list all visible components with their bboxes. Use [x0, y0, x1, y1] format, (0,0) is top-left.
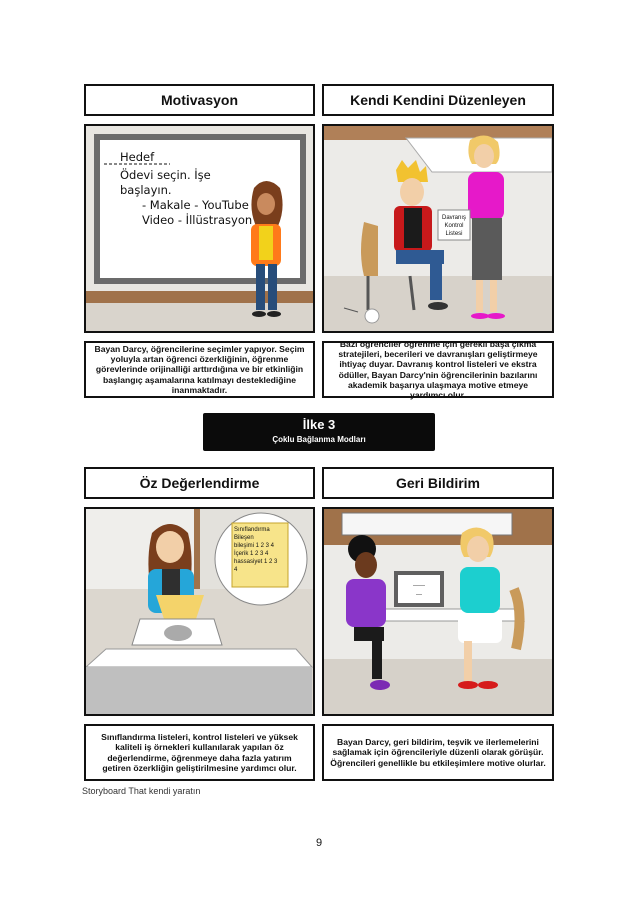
checklist-line-1: Davranış — [441, 215, 467, 221]
page-number: 9 — [315, 837, 323, 849]
panel-title-oz-degerlendirme — [84, 467, 315, 499]
board-line-3: - Makale - YouTube — [142, 198, 249, 212]
caption-text: Bazı öğrenciler öğrenme için gerekli başa çıkma stratejileri, becerileri ve davranışları geliştirmeye ihtiyaç duyar. Davranış kontrol listeleri ve ekstra ödüller, Bayan Darcy'nin öğrencilerinin bazılarını akademik başarıya ulaşmaya motive etmeye yardımcı olur. — [338, 338, 538, 401]
principle-banner — [203, 413, 435, 451]
panel-motivasyon-scene — [84, 124, 315, 333]
rubric-paper — [156, 595, 204, 619]
panel-title-geri-bildirim — [322, 467, 554, 499]
panel-title-text: Motivasyon — [160, 92, 238, 108]
caption-geri-bildirim — [322, 724, 554, 781]
banner-title: İlke 3 — [302, 417, 336, 432]
laptop-screen-line-2: --- — [416, 592, 422, 598]
panel-title-kendi-kendini-duzenleyen — [322, 84, 554, 116]
classroom-whiteboard-illustration — [86, 126, 313, 331]
rubric-line-1: Sınıflandırma — [234, 527, 270, 533]
board-line-2: başlayın. — [120, 183, 172, 197]
panel-title-text: Geri Bildirim — [395, 475, 481, 491]
checklist-line-3: Listesi — [445, 231, 463, 237]
banner-subtitle: Çoklu Bağlanma Modları — [272, 435, 366, 444]
laptop-screen-line-1: ------ — [413, 583, 425, 589]
caption-text: Bayan Darcy, öğrencilerine seçimler yapıyor. Seçim yoluyla artan öğrenci özerkliğinin, öğrenme görevlerinde orijinalliği arttırdığına ve bir etkinliğin başlangıç aşamalarına katılmayı desteklediğine inanmaktadır. — [94, 343, 305, 395]
panel-title-text: Öz Değerlendirme — [139, 475, 260, 491]
caption-motivasyon — [84, 341, 315, 398]
panel-oz-degerlendirme-scene — [84, 507, 315, 716]
self-assessment-illustration — [86, 509, 313, 714]
feedback-meeting-illustration — [324, 509, 552, 714]
rubric-line-6: 4 — [234, 567, 238, 573]
panel-title-text: Kendi Kendini Düzenleyen — [350, 92, 526, 108]
panel-kendi-kendini-duzenleyen-scene — [322, 124, 554, 333]
panel-geri-bildirim-scene — [322, 507, 554, 716]
board-line-1: Ödevi seçin. İşe — [120, 168, 211, 182]
caption-text: Bayan Darcy, geri bildirim, teşvik ve ilerlemelerini sağlamak için öğrencileriyle düzenli olarak görüşür. Öğrencileri genellikle bu etkileşimlere motive olurlar. — [330, 737, 546, 768]
brain-icon — [164, 625, 192, 641]
panel-title-motivasyon — [84, 84, 315, 116]
rubric-line-5: hassasiyet 1 2 3 — [234, 559, 278, 565]
crumpled-paper-icon — [365, 309, 379, 323]
caption-oz-degerlendirme — [84, 724, 315, 781]
caption-text: Sınıflandırma listeleri, kontrol listeleri ve yüksek kaliteli iş örnekleri kullanılarak yapılan öz değerlendirme, öğrenmeye daha fazla yatırım getiren özerkliğin geliştirilmesine yardımcı olur. — [101, 731, 298, 773]
checklist-line-2: Kontrol — [444, 223, 464, 229]
rubric-line-2: Bileşen — [234, 535, 254, 541]
caption-kendi-kendini-duzenleyen — [322, 338, 554, 401]
rubric-line-3: bileşimi 1 2 3 4 — [234, 543, 275, 549]
board-heading: Hedef — [120, 150, 155, 164]
board-line-4: Video - İllüstrasyon — [142, 213, 253, 227]
classroom-checklist-illustration — [324, 126, 552, 331]
rubric-line-4: İçerik 1 2 3 4 — [234, 551, 269, 557]
storyboard-footer-link[interactable]: Storyboard That kendi yaratın — [82, 786, 201, 796]
chair-figure — [514, 589, 520, 649]
